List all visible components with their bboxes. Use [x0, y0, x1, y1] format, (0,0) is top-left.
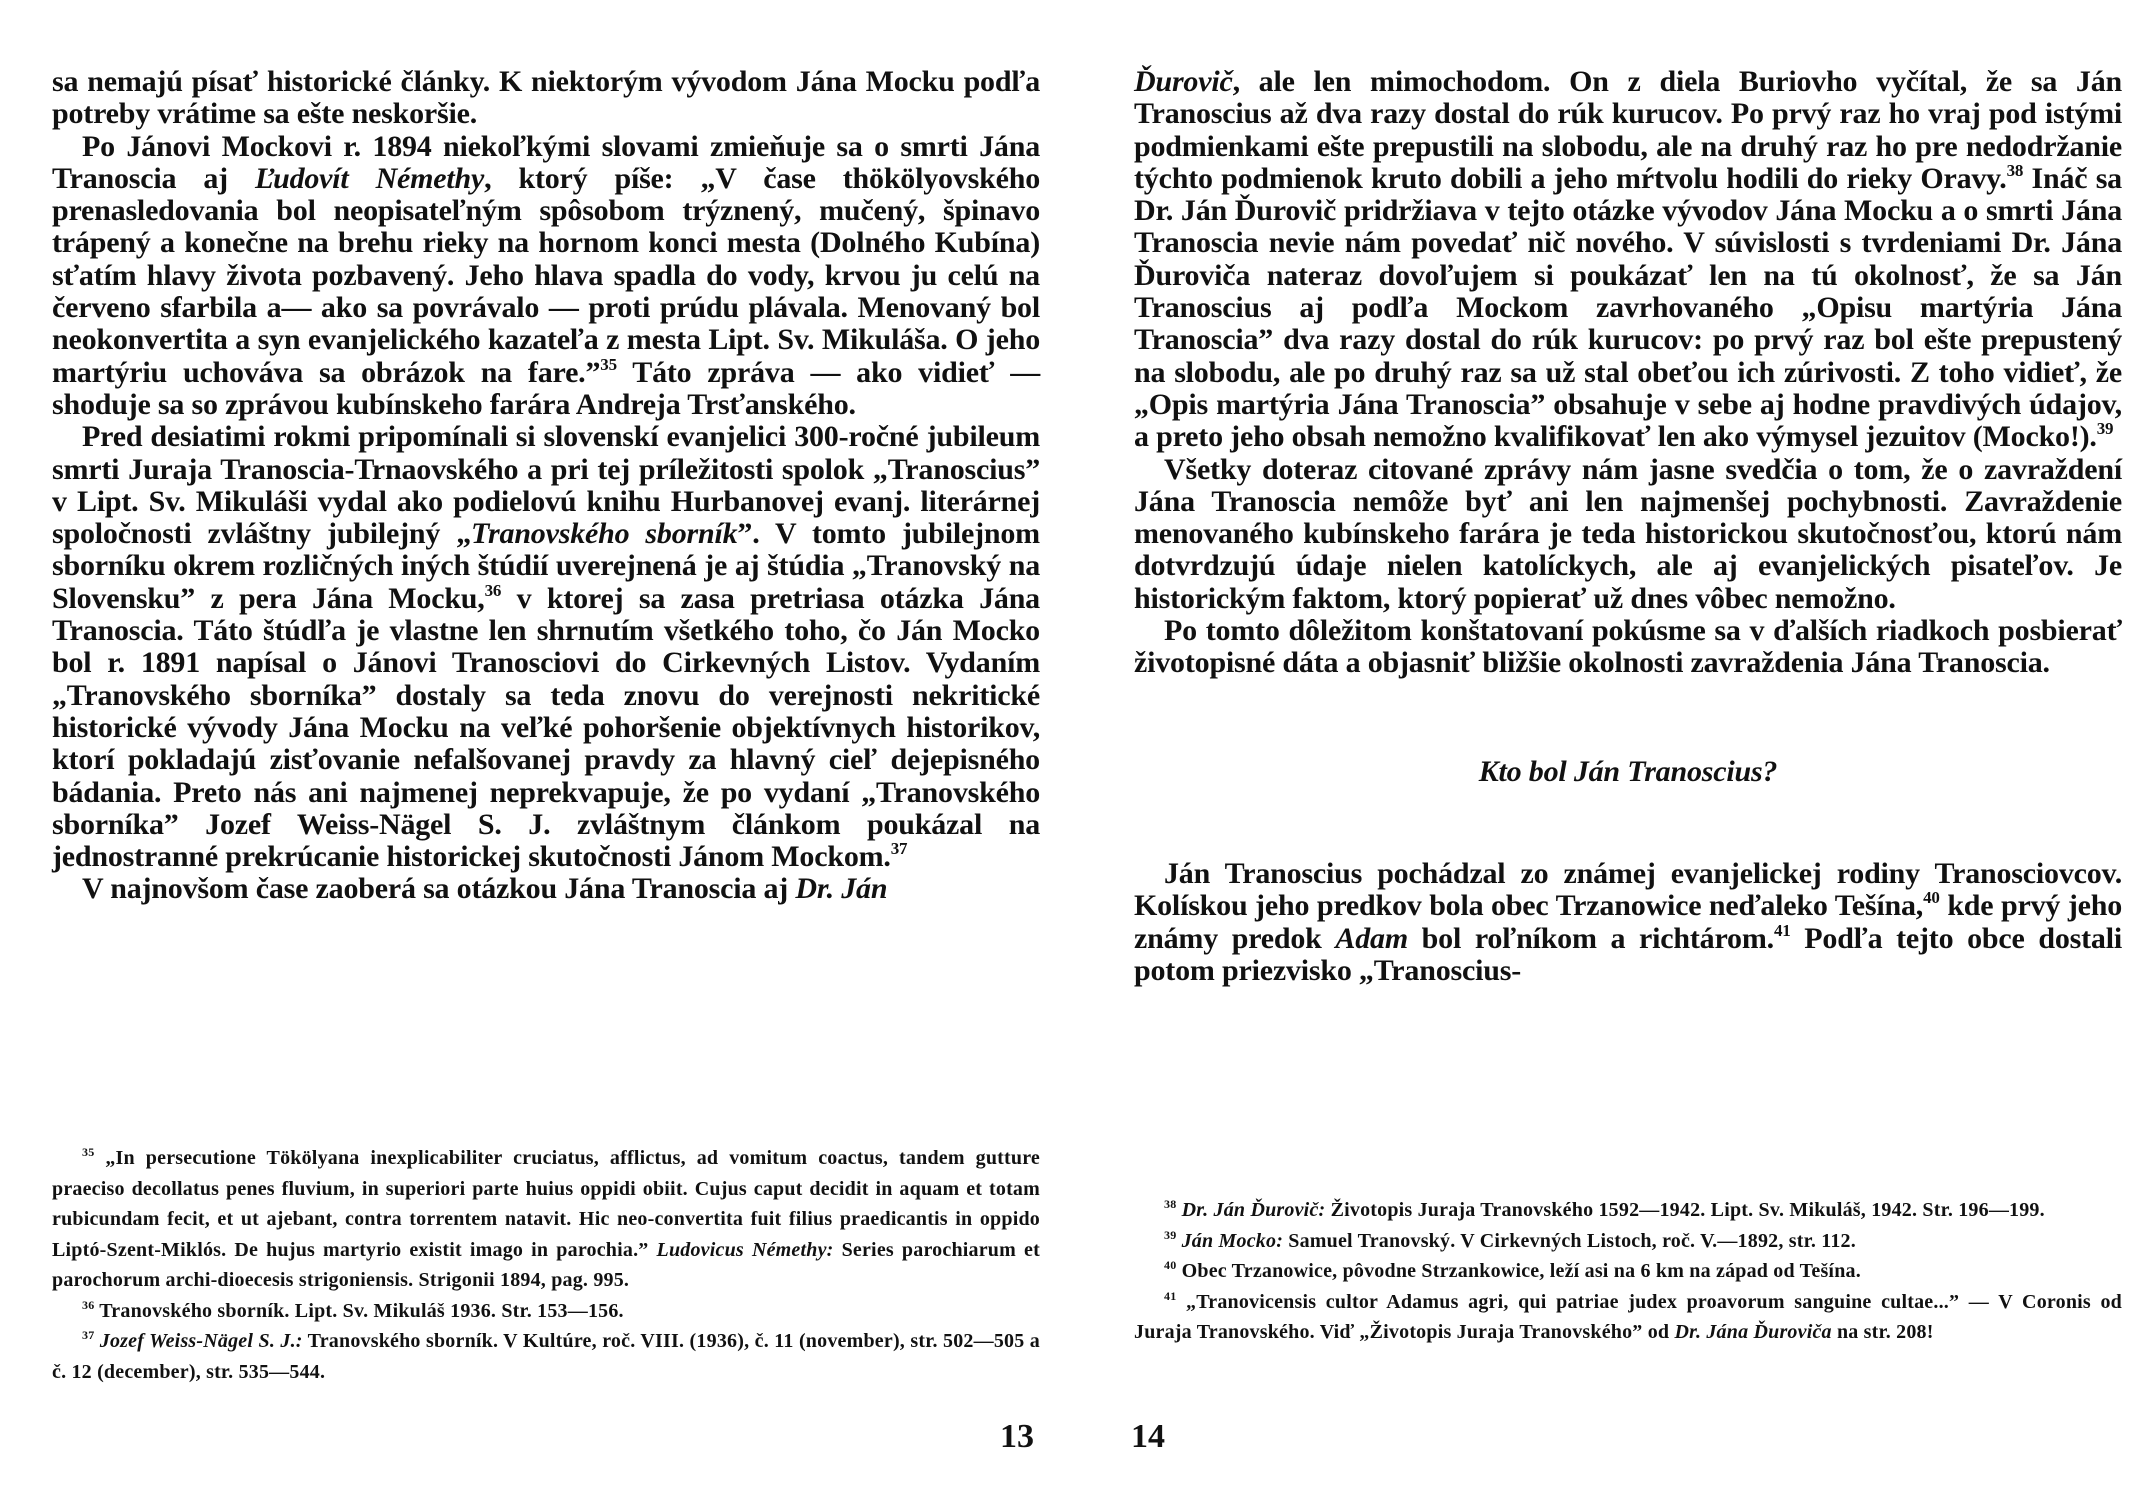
text-run: , ale len mimochodom. On z diela Buriovho vyčítal, že sa Ján Tranoscius až dva razy dostal do rúk kurucov. Po prvý raz ho vraj pod istými podmienkami ešte prepustili na slobodu, ale na druhý raz ho pre nedodržanie týchto podmienok kruto dobili a jeho mŕtvolu hodili do rieky Oravy. [1134, 65, 2122, 195]
footnote-number: 36 [82, 1297, 95, 1312]
footnote-ref: 39 [2096, 419, 2114, 439]
person-name: Adam [1335, 921, 1408, 955]
footnote-35 [52, 1143, 1040, 1296]
text-run: Po Jánovi Mockovi r. 1894 niekoľkými slovami zmieňuje sa o smrti Jána Tranoscia aj [52, 129, 1040, 195]
paragraph [52, 66, 1040, 131]
author-name: Dr. Ján [795, 872, 888, 906]
footnote-38 [1134, 1195, 2122, 1226]
footnote-number: 37 [82, 1328, 95, 1342]
text-run: Pred desiatimi rokmi pripomínali si slovenskí evanjelici 300-ročné jubileum smrti Juraja Tranoscia-Trnaovského a pri tej príležitosti spolok „Tranoscius” v Lipt. Sv. Mikuláši vydal ako podielovú knihu Hurbanovej evanj. literárnej spoločnosti zvláštny jubilejný „ [52, 420, 1040, 551]
paragraph [52, 873, 1040, 905]
text-run: , ktorý píše: „V čase thökölyovského prenasledovania bol neopisateľným spôsobom trýznený, mučený, špinavo trápený a konečne na brehu rieky na hornom konci mesta (Dolného Kubína) sťatím hlavy života pozbavený. Jeho hlava spadla do vody, krvou ju celú na červeno sfarbila a— ako sa povrávalo — proti prúdu plávala. Menovaný bol neokonvertita a syn evanjelického kazateľa z mesta Lipt. Sv. Mikuláša. O jeho martýriu uchováva sa obrázok na fare.” [52, 161, 1040, 389]
text-run: sa nemajú písať historické články. K niektorým vývodom Jána Mocku podľa potreby vrátime sa ešte neskoršie. [52, 65, 1040, 131]
footnote-author: Ján Mocko: [1181, 1229, 1284, 1252]
right-page-body [1134, 66, 2122, 987]
footnote-ref: 36 [484, 580, 502, 600]
paragraph: Po tomto dôležitom konštatovaní pokúsme sa v ďalších riadkoch posbierať životopisné dáta a objasniť bližšie okolnosti zavraždenia Jána Tranoscia. [1134, 614, 2122, 680]
paragraph [1134, 858, 2122, 987]
paragraph: Všetky doteraz citované zprávy nám jasne svedčia o tom, že o zavraždení Jána Tranoscia nemôže byť ani len najmenšej pochybnosti. Zavraždenie menovaného kubínskeho farára je teda historickou skutočnosťou, ktorú nám dotvrdzujú údaje nielen katolíckych, ale aj evanjelických pisateľov. Je historickým faktom, ktorý popierať už dnes vôbec nemožno. [1134, 452, 2122, 615]
section-heading: Kto bol Ján Tranoscius? [1478, 754, 1778, 788]
left-page-body [52, 66, 1040, 906]
footnote-41 [1134, 1287, 2122, 1348]
footnote-ref: 35 [600, 354, 617, 374]
paragraph [52, 421, 1040, 873]
text-run: v ktorej sa zasa pretriasa otázka Jána Tranoscia. Táto štúdľa je vlastne len shrnutím všetkého toho, čo Ján Mocko bol r. 1891 napísal o Jánovi Tranosciovi do Cirkevných Listov. Vydaním „Tranovského sborníka” dostaly sa teda znovu do verejnosti nekritické historické vývody Jána Mocku na veľké pohoršenie objektívnych historikov, ktorí pokladajú zisťovanie nefalšovanej pravdy za hlavný cieľ dejepisného bádania. Preto nás ani najmenej neprekvapuje, že po vydaní „Tranovského sborníka” Jozef Weiss-Nägel S. J. zvláštnym článkom poukázal na jednostranné prekrúcanie historickej skutočnosti Jánom Mockom. [52, 581, 1040, 874]
footnote-text: „Tranovicensis cultor Adamus agri, qui patriae judex proavorum sanguine cultae...” — V Coronis od Juraja Tranovského. Viď „Životopis Juraja Tranovského” od [1134, 1290, 2122, 1343]
page-number-right: 14 [1131, 1418, 1165, 1455]
author-name: Ďurovič [1134, 65, 1233, 98]
footnote-author: Dr. Ján Ďurovič: [1181, 1199, 1326, 1221]
footnote-ref: 40 [1923, 888, 1940, 908]
footnote-text: Samuel Tranovský. V Cirkevných Listoch, roč. V.—1892, str. 112. [1283, 1229, 1856, 1252]
footnote-text: Tranovského sborník. Lipt. Sv. Mikuláš 1936. Str. 153—156. [99, 1299, 624, 1322]
footnote-ref: 37 [890, 839, 908, 859]
footnote-39 [1134, 1226, 2122, 1257]
footnote-40 [1134, 1256, 2122, 1287]
footnote-text: Series parochiarum et parochorum archi-dioecesis strigoniensis. Strigonii 1894, pag. 995. [52, 1238, 1040, 1291]
footnote-text: Životopis Juraja Tranovského 1592—1942. Lipt. Sv. Mikuláš, 1942. Str. 196—199. [1325, 1199, 2045, 1221]
footnote-author: Ludovicus Némethy: [656, 1238, 834, 1261]
footnote-number: 35 [82, 1145, 95, 1159]
footnote-text: Obec Trzanowice, pôvodne Strzankowice, leží asi na 6 km na západ od Tešína. [1181, 1260, 1861, 1282]
footnote-author: Dr. Jána Ďuroviča [1674, 1321, 1832, 1343]
text-run: V najnovšom čase zaoberá sa otázkou Jána Tranoscia aj [82, 872, 796, 906]
footnote-number: 40 [1164, 1258, 1177, 1272]
footnote-text: „In persecutione Tökölyana inexplicabiliter cruciatus, afflictus, ad vomitum coactus, tandem gutture praeciso decollatus penes fluvium, in superiori parte huius oppidi obiit. Cujus caput decidit in aquam et totam rubicundam fecit, et ut ajebant, contra torrentem natavit. Hic neo-convertita fuit filius praedicantis in oppido Liptó-Szent-Miklós. De hujus martyrio existit imago in parochia.” [52, 1147, 1041, 1261]
footnote-number: 38 [1164, 1197, 1177, 1211]
footnote-ref: 38 [2006, 160, 2024, 180]
text-run: bol roľníkom a richtárom. [1407, 921, 1774, 955]
footnote-text: Tranovského sborník. V Kultúre, roč. VIII. (1936), č. 11 (november), str. 502—505 a č. 12 (december), str. 535—544. [52, 1330, 1040, 1383]
text-run: Ján Tranoscius pochádzal zo známej evanjelickej rodiny Tranosciovcov. Kolískou jeho predkov bola obec Trzanowice neďaleko Tešína, [1134, 856, 2122, 923]
paragraph [1134, 66, 2122, 454]
footnote-37 [52, 1326, 1040, 1387]
footnote-36 [52, 1296, 1040, 1327]
footnote-number: 39 [1164, 1227, 1177, 1242]
author-name: Ľudovít Némethy [254, 161, 485, 195]
text-run: ”. V tomto jubilejnom sborníku okrem rozličných iných štúdií uverejnená je aj štúdia „Tranovský na Slovensku” z pera Jána Mocku, [52, 517, 1040, 615]
left-footnotes [52, 1143, 1040, 1387]
footnote-text: na str. 208! [1831, 1321, 1934, 1343]
footnote-ref: 41 [1773, 920, 1791, 940]
text-run: Táto zpráva — ako vidieť — shoduje sa so zprávou kubínskeho farára Andreja Trsťanského. [52, 355, 1040, 421]
text-run: Ináč sa Dr. Ján Ďurovič pridržiava v tejto otázke vývodov Jána Mocku a o smrti Jána Tranoscia nevie nám povedať nič nového. V súvislosti s tvrdeniami Dr. Jána Ďuroviča nateraz dovoľujem si poukázať len na tú okolnosť, že sa Ján Tranoscius aj podľa Mockom zavrhovaného „Opisu martýria Jána Tranoscia” dva razy dostal do rúk kurucov: po prvý raz bol ešte prepustený na slobodu, ale po druhý raz sa už stal obeťou ich zúrivosti. Z toho vidieť, že „Opis martýria Jána Tranoscia” obsahuje v sebe aj hodne pravdivých údajov, a preto jeho obsah nemožno kvalifikovať len ako výmysel jezuitov (Mocko!). [1134, 161, 2122, 454]
text-run: Podľa tejto obce dostali potom priezvisko „Tranoscius- [1134, 921, 2122, 987]
book-title: Tranovského sborník [471, 517, 738, 551]
right-footnotes [1134, 1195, 2122, 1348]
text-run: kde prvý jeho známy predok [1134, 889, 2123, 955]
footnote-author: Jozef Weiss-Nägel S. J.: [99, 1330, 303, 1352]
footnote-number: 41 [1164, 1288, 1177, 1303]
paragraph [52, 131, 1040, 422]
page-number-left: 13 [1000, 1418, 1034, 1455]
